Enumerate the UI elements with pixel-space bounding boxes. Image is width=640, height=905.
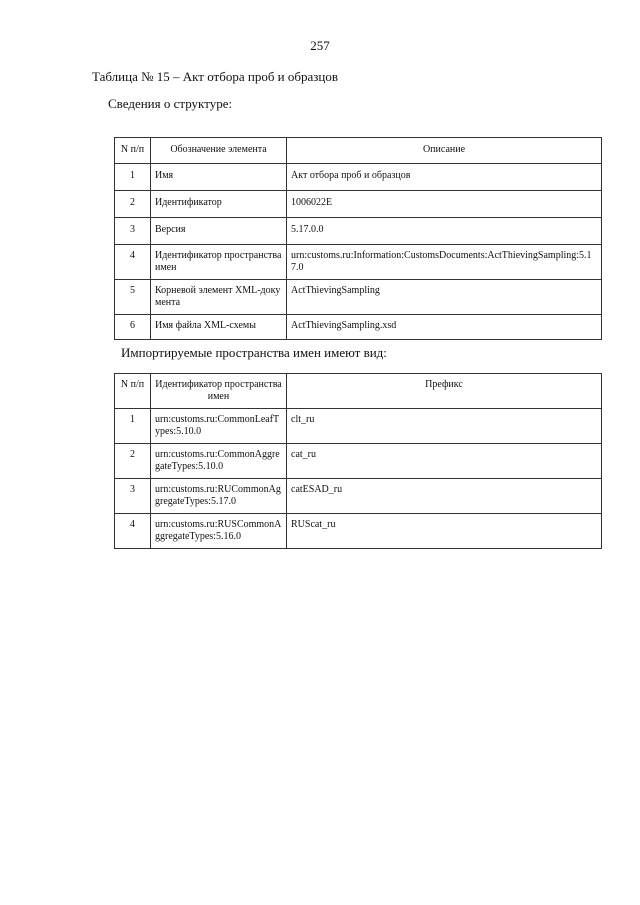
column-header: N п/п [115, 138, 151, 164]
column-header: N п/п [115, 374, 151, 409]
row-number: 2 [115, 444, 151, 479]
namespace-prefix: catESAD_ru [287, 479, 602, 514]
element-description: Акт отбора проб и образцов [287, 164, 602, 191]
element-name: Имя [151, 164, 287, 191]
element-name: Идентификатор пространства имен [151, 245, 287, 280]
column-header: Обозначение элемента [151, 138, 287, 164]
element-description: 1006022E [287, 191, 602, 218]
table-row [115, 218, 602, 245]
element-description: urn:customs.ru:Information:CustomsDocuments:ActThievingSampling:5.17.0 [287, 245, 602, 280]
namespace-prefix: RUScat_ru [287, 514, 602, 549]
table-row [115, 191, 602, 218]
imports-table [114, 373, 602, 549]
row-number: 4 [115, 514, 151, 549]
table-row [115, 315, 602, 340]
structure-table [114, 137, 602, 340]
element-description: ActThievingSampling.xsd [287, 315, 602, 340]
namespace-id: urn:customs.ru:RUSCommonAggregateTypes:5.16.0 [151, 514, 287, 549]
table-row [115, 280, 602, 315]
row-number: 4 [115, 245, 151, 280]
element-description: 5.17.0.0 [287, 218, 602, 245]
namespace-id: urn:customs.ru:CommonLeafTypes:5.10.0 [151, 409, 287, 444]
namespace-id: urn:customs.ru:CommonAggregateTypes:5.10.0 [151, 444, 287, 479]
row-number: 5 [115, 280, 151, 315]
element-description: ActThievingSampling [287, 280, 602, 315]
column-header: Префикс [287, 374, 602, 409]
element-name: Версия [151, 218, 287, 245]
table-row [115, 409, 602, 444]
element-name: Корневой элемент XML-документа [151, 280, 287, 315]
element-name: Идентификатор [151, 191, 287, 218]
namespace-prefix: cat_ru [287, 444, 602, 479]
table-row [115, 479, 602, 514]
table-header-row [115, 138, 602, 164]
row-number: 3 [115, 479, 151, 514]
table-row [115, 245, 602, 280]
row-number: 3 [115, 218, 151, 245]
namespace-id: urn:customs.ru:RUCommonAggregateTypes:5.17.0 [151, 479, 287, 514]
table-header-row [115, 374, 602, 409]
structure-heading: Сведения о структуре: [108, 96, 233, 111]
row-number: 2 [115, 191, 151, 218]
imports-heading: Импортируемые пространства имен имеют вид: [121, 345, 387, 360]
namespace-prefix: clt_ru [287, 409, 602, 444]
row-number: 6 [115, 315, 151, 340]
table-title: Таблица № 15 – Акт отбора проб и образцов [92, 69, 339, 84]
table-row [115, 444, 602, 479]
table-row [115, 514, 602, 549]
table-row [115, 164, 602, 191]
row-number: 1 [115, 409, 151, 444]
column-header: Идентификатор пространства имен [151, 374, 287, 409]
element-name: Имя файла XML-схемы [151, 315, 287, 340]
page-number: 257 [310, 38, 330, 53]
column-header: Описание [287, 138, 602, 164]
row-number: 1 [115, 164, 151, 191]
